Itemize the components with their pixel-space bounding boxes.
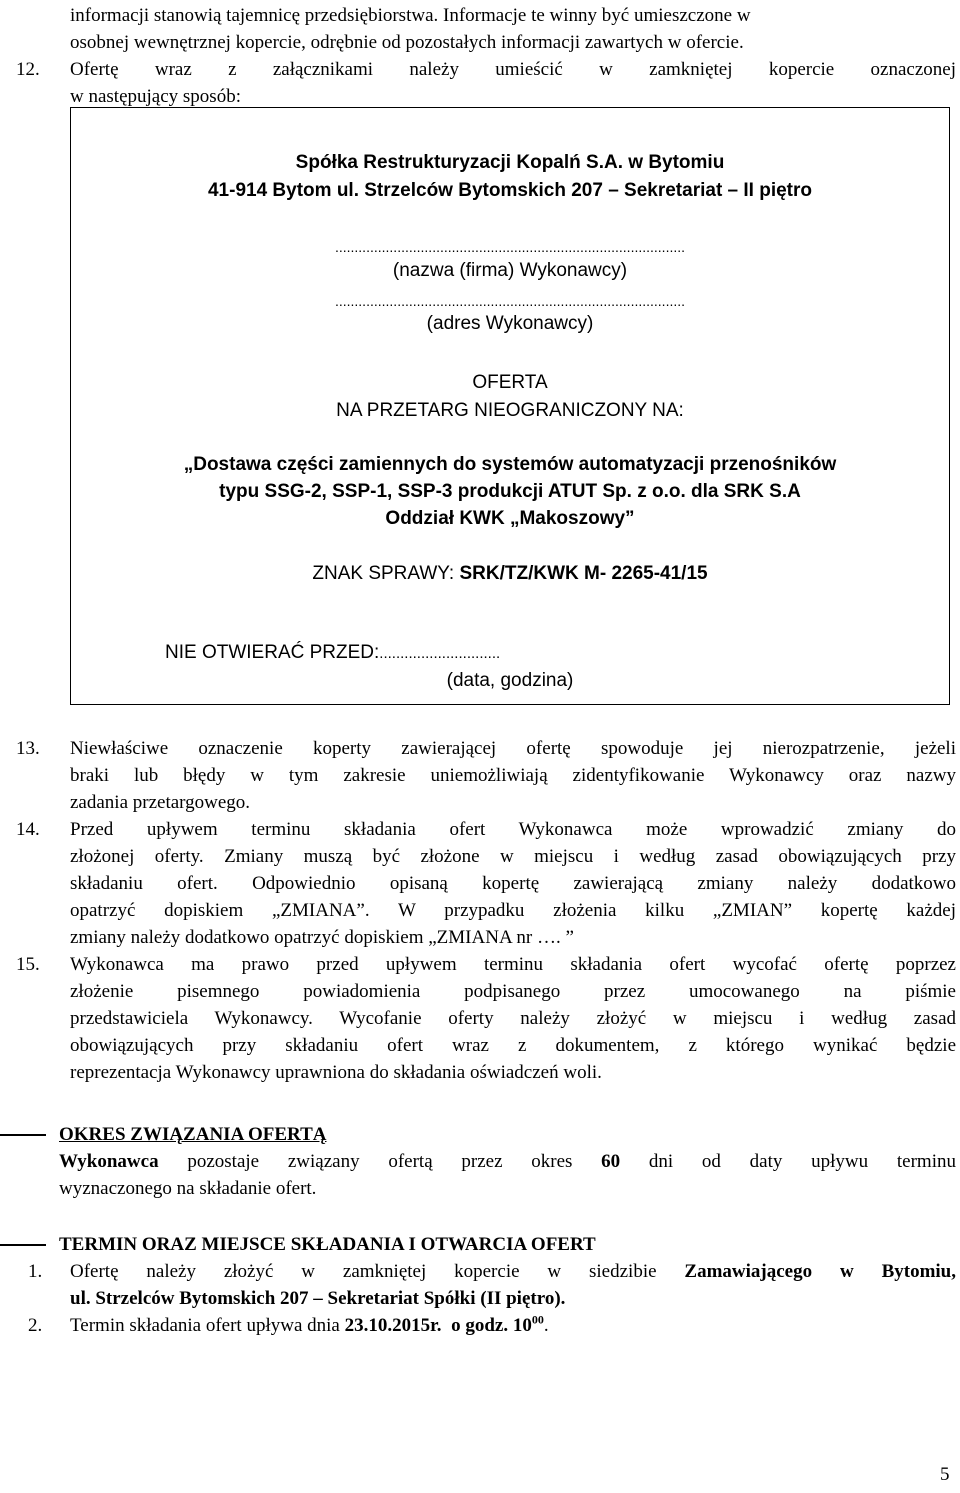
item-13-line-1: Niewłaściwe oznaczenie koperty zawierającej ofertę spowoduje jej nierozpatrzenie, jeżeli <box>70 738 956 759</box>
submission-place: Zamawiającego w Bytomiu, <box>684 1261 956 1282</box>
subject-line-2: typu SSG-2, SSP-1, SSP-3 produkcji ATUT Sp. z o.o. dla SRK S.A <box>219 481 801 502</box>
section-heading-submission: TERMIN ORAZ MIEJSCE SKŁADANIA I OTWARCIA OFERT <box>59 1234 596 1255</box>
item-14-line-4: opatrzyć dopiskiem „ZMIANA”. W przypadku złożenia kilku „ZMIAN” kopertę każdej <box>70 900 956 921</box>
subject-line-3: Oddział KWK „Makoszowy” <box>385 508 635 529</box>
section-heading-binding-period: OKRES ZWIĄZANIA OFERTĄ <box>59 1124 327 1145</box>
item-13-number: 13. <box>16 738 40 759</box>
binding-text-2: dni od daty upływu terminu <box>620 1151 956 1172</box>
submission-time-minutes: 00 <box>531 1312 544 1327</box>
open-label: NIE OTWIERAĆ PRZED: <box>165 642 380 663</box>
submission-item-2-text: Termin składania ofert upływa dnia <box>70 1315 345 1336</box>
envelope-label-box <box>70 107 950 705</box>
binding-period-line-1 <box>59 1149 956 1176</box>
do-not-open <box>165 640 500 668</box>
subject-line-1: „Dostawa części zamiennych do systemów automatyzacji przenośników <box>183 454 837 475</box>
submission-item-1-line-2: ul. Strzelców Bytomskich 207 – Sekretariat Spółki (II piętro). <box>70 1288 566 1309</box>
binding-contractor: Wykonawca <box>59 1151 159 1172</box>
item-15-line-2: złożenie pisemnego powiadomienia podpisanego przez umocowanego na piśmie <box>70 981 956 1002</box>
item-12-number: 12. <box>16 59 40 80</box>
case-number <box>71 561 949 588</box>
submission-time: o godz. 10 <box>451 1315 532 1336</box>
submission-item-1-line-1 <box>70 1259 956 1286</box>
item-12-line-2: w następujący sposób: <box>70 86 241 107</box>
item-15-line-5: reprezentacja Wykonawcy uprawniona do składania oświadczeń woli. <box>70 1062 602 1083</box>
item-14-line-5: zmiany należy dodatkowo opatrzyć dopiskiem „ZMIANA nr …. ” <box>70 927 574 948</box>
item-14-line-3: składaniu ofert. Odpowiednio opisaną kopertę zawierającą zmiany należy dodatkowo <box>70 873 956 894</box>
binding-days: 60 <box>601 1151 621 1172</box>
section-dash <box>0 1134 46 1136</box>
envelope-company: Spółka Restrukturyzacji Kopalń S.A. w Bytomiu <box>295 152 725 173</box>
name-dots: .......................................................................................... <box>334 239 686 255</box>
item-15-line-4: obowiązujących przy składaniu ofert wraz z dokumentem, z którego wynikać będzie <box>70 1035 956 1056</box>
tender-title: NA PRZETARG NIEOGRANICZONY NA: <box>336 400 684 421</box>
date-label: (data, godzina) <box>446 670 574 691</box>
offer-title: OFERTA <box>472 372 548 393</box>
item-15-line-1: Wykonawca ma prawo przed upływem terminu składania ofert wycofać ofertę poprzez <box>70 954 956 975</box>
item-14-line-2: złożonej oferty. Zmiany muszą być złożone w miejscu i według zasad obowiązujących przy <box>70 846 956 867</box>
intro-line-1: informacji stanowią tajemnicę przedsiębiorstwa. Informacje te winny być umieszczone w <box>70 5 751 26</box>
binding-period-line-2: wyznaczonego na składanie ofert. <box>59 1178 317 1199</box>
address-dots: .......................................................................................... <box>334 293 686 309</box>
binding-text-1: pozostaje związany ofertą przez okres <box>158 1151 602 1172</box>
submission-item-2-line <box>70 1313 549 1340</box>
item-12-line-1: Ofertę wraz z załącznikami należy umieścić w zamkniętej kopercie oznaczonej <box>70 59 956 80</box>
envelope-address: 41-914 Bytom ul. Strzelców Bytomskich 207 – Sekretariat – II piętro <box>207 180 813 201</box>
item-14-line-1: Przed upływem terminu składania ofert Wykonawca może wprowadzić zmiany do <box>70 819 956 840</box>
section-dash <box>0 1244 46 1246</box>
item-15-number: 15. <box>16 954 40 975</box>
name-label: (nazwa (firma) Wykonawcy) <box>392 260 628 281</box>
open-dots: ............................. <box>379 645 501 662</box>
submission-item-2-end: . <box>543 1315 549 1336</box>
item-13-line-3: zadania przetargowego. <box>70 792 251 813</box>
case-value: SRK/TZ/KWK M- 2265-41/15 <box>459 563 708 584</box>
item-15-line-3: przedstawiciela Wykonawcy. Wycofanie oferty należy złożyć w miejscu i według zasad <box>70 1008 956 1029</box>
submission-item-1-number: 1. <box>28 1261 43 1282</box>
item-13-line-2: braki lub błędy w tym zakresie uniemożliwiają zidentyfikowanie Wykonawcy oraz nazwy <box>70 765 956 786</box>
page-number: 5 <box>940 1464 950 1485</box>
intro-line-2: osobnej wewnętrznej kopercie, odrębnie od pozostałych informacji zawartych w ofercie. <box>70 32 744 53</box>
submission-date: 23.10.2015r. <box>344 1315 442 1336</box>
submission-item-2-number: 2. <box>28 1315 43 1336</box>
case-label: ZNAK SPRAWY: <box>312 563 460 584</box>
address-label: (adres Wykonawcy) <box>426 313 594 334</box>
item-14-number: 14. <box>16 819 40 840</box>
submission-item-1-text: Ofertę należy złożyć w zamkniętej kopercie w siedzibie <box>70 1261 685 1282</box>
